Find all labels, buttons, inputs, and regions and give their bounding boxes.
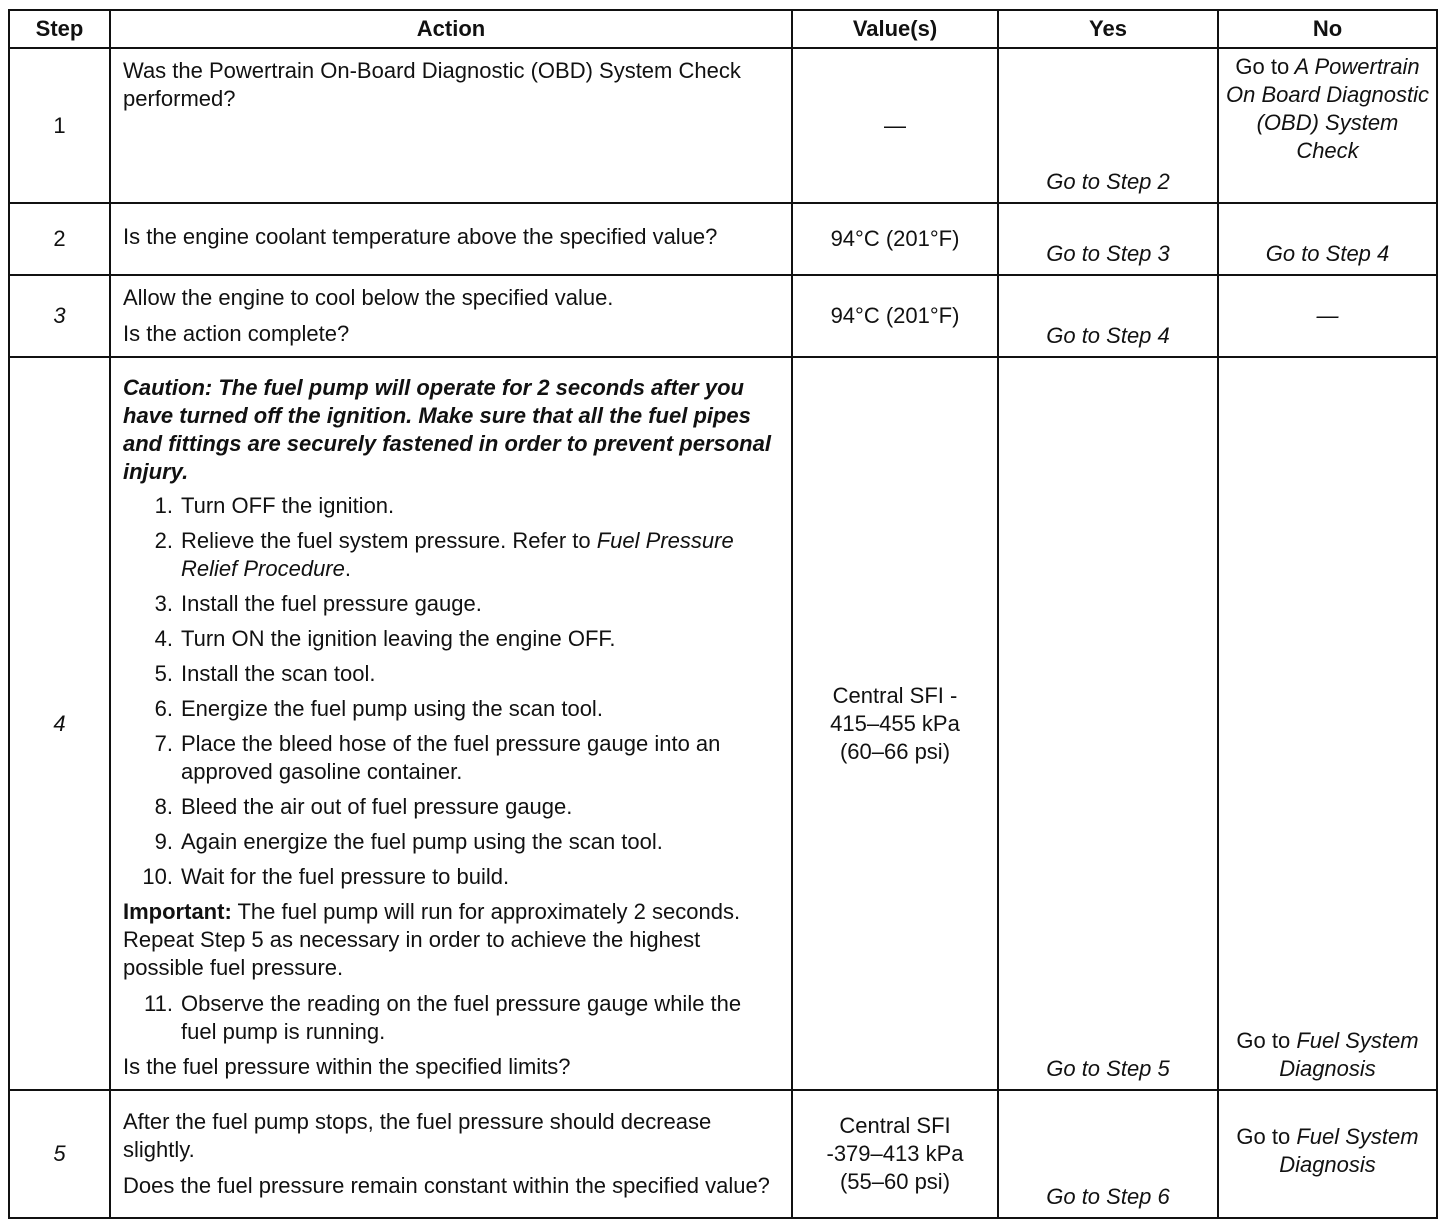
action-question: Was the Powertrain On-Board Diagnostic (OBD) System Check performed?	[123, 58, 741, 111]
list-item	[123, 863, 781, 891]
item-number: 10.	[142, 864, 173, 889]
item-text: Turn ON the ignition leaving the engine OFF.	[181, 626, 616, 651]
important-note	[123, 898, 781, 982]
item-number: 3.	[154, 591, 173, 616]
no-prefix: Go to	[1236, 1028, 1291, 1053]
list-item	[123, 828, 781, 856]
yes-link[interactable]: Go to Step 3	[998, 203, 1218, 275]
item-number: 5.	[154, 661, 173, 686]
item-number: 11.	[144, 991, 173, 1016]
yes-link[interactable]: Go to Step 6	[998, 1090, 1218, 1218]
no-cell[interactable]	[1218, 1090, 1437, 1218]
action-question: Is the fuel pressure within the specified limits?	[123, 1054, 571, 1079]
procedure-reference-link[interactable]: Fuel Pressure Relief Procedure	[181, 528, 734, 581]
list-item	[123, 730, 781, 786]
list-item	[123, 990, 781, 1046]
yes-link[interactable]: Go to Step 4	[998, 275, 1218, 357]
no-link[interactable]: Fuel System Diagnosis	[1279, 1028, 1419, 1081]
item-text: Bleed the air out of fuel pressure gauge.	[181, 794, 573, 819]
yes-link[interactable]: Go to Step 2	[998, 48, 1218, 203]
action-text	[110, 275, 792, 357]
item-text-part: Relieve the fuel system pressure. Refer to	[181, 528, 597, 553]
item-number: 1.	[154, 493, 173, 518]
no-prefix: Go to	[1235, 54, 1290, 79]
item-text: Install the fuel pressure gauge.	[181, 591, 482, 616]
value-line: Central SFI -	[832, 682, 958, 708]
item-text: Observe the reading on the fuel pressure gauge while the fuel pump is running.	[181, 991, 742, 1044]
header-no: No	[1218, 10, 1437, 48]
item-text: Place the bleed hose of the fuel pressure gauge into an approved gasoline container.	[181, 731, 721, 784]
procedure-list	[123, 492, 781, 891]
item-number: 6.	[154, 696, 173, 721]
header-step: Step	[9, 10, 110, 48]
header-action: Action	[110, 10, 792, 48]
step-number: 3	[9, 275, 110, 357]
value-line: -379–413 kPa	[826, 1141, 964, 1166]
action-question: Is the action complete?	[123, 321, 350, 346]
item-text	[181, 527, 781, 583]
header-row	[9, 10, 1437, 48]
list-item	[123, 527, 781, 583]
item-number: 4.	[154, 626, 173, 651]
value-cell: —	[792, 48, 998, 203]
diagnostic-table	[8, 9, 1438, 1219]
table-row	[9, 48, 1437, 203]
value-line: 415–455 kPa	[830, 710, 960, 736]
no-link[interactable]: Go to Step 4	[1218, 203, 1437, 275]
header-values: Value(s)	[792, 10, 998, 48]
value-line: Central SFI	[839, 1113, 951, 1138]
no-link[interactable]: A Powertrain On Board Diagnostic (OBD) System Check	[1226, 54, 1429, 163]
no-cell[interactable]	[1218, 357, 1437, 1090]
action-instruction: After the fuel pump stops, the fuel pressure should decrease slightly.	[123, 1109, 712, 1162]
caution-text: Caution: The fuel pump will operate for 2 seconds after you have turned off the ignition. Make sure that all the fuel pipes and fittings are securely fastened in order to prevent personal injury.	[123, 375, 771, 484]
value-line: (55–60 psi)	[839, 1169, 951, 1194]
item-text: Again energize the fuel pump using the scan tool.	[181, 829, 663, 854]
item-number: 2.	[154, 528, 173, 553]
value-cell: 94°C (201°F)	[792, 275, 998, 357]
action-question: Does the fuel pressure remain constant within the specified value?	[123, 1173, 770, 1198]
table-row	[9, 275, 1437, 357]
item-text: Wait for the fuel pressure to build.	[181, 864, 510, 889]
item-text: Install the scan tool.	[181, 661, 376, 686]
action-text: Is the engine coolant temperature above the specified value?	[110, 203, 792, 275]
yes-link[interactable]: Go to Step 5	[998, 357, 1218, 1090]
diagnostic-table-container	[8, 9, 1436, 1219]
no-prefix: Go to	[1236, 1124, 1291, 1149]
list-item	[123, 590, 781, 618]
list-item	[123, 492, 781, 520]
table-row	[9, 203, 1437, 275]
item-number: 7.	[154, 731, 173, 756]
item-text: Turn OFF the ignition.	[181, 493, 395, 518]
step-number: 1	[9, 48, 110, 203]
step-number: 4	[9, 357, 110, 1090]
no-cell: —	[1218, 275, 1437, 357]
table-row	[9, 1090, 1437, 1218]
table-row	[9, 357, 1437, 1090]
important-text: The fuel pump will run for approximately 2 seconds. Repeat Step 5 as necessary in order to achieve the highest possible fuel pressure.	[123, 899, 741, 980]
list-item	[123, 625, 781, 653]
procedure-list-continued	[123, 990, 781, 1046]
no-link[interactable]: Fuel System Diagnosis	[1279, 1124, 1419, 1177]
item-number: 8.	[154, 794, 173, 819]
value-cell	[792, 1090, 998, 1218]
value-cell	[792, 357, 998, 1090]
action-instruction: Allow the engine to cool below the specified value.	[123, 285, 614, 310]
item-text: Energize the fuel pump using the scan tool.	[181, 696, 603, 721]
action-text	[110, 1090, 792, 1218]
no-cell[interactable]	[1218, 48, 1437, 203]
header-yes: Yes	[998, 10, 1218, 48]
item-number: 9.	[154, 829, 173, 854]
value-cell: 94°C (201°F)	[792, 203, 998, 275]
list-item	[123, 695, 781, 723]
action-text	[110, 357, 792, 1090]
action-text	[110, 48, 792, 203]
item-text-end: .	[344, 556, 351, 581]
important-label: Important:	[123, 899, 232, 924]
step-number: 2	[9, 203, 110, 275]
step-number: 5	[9, 1090, 110, 1218]
value-line: (60–66 psi)	[839, 738, 951, 764]
list-item	[123, 660, 781, 688]
list-item	[123, 793, 781, 821]
